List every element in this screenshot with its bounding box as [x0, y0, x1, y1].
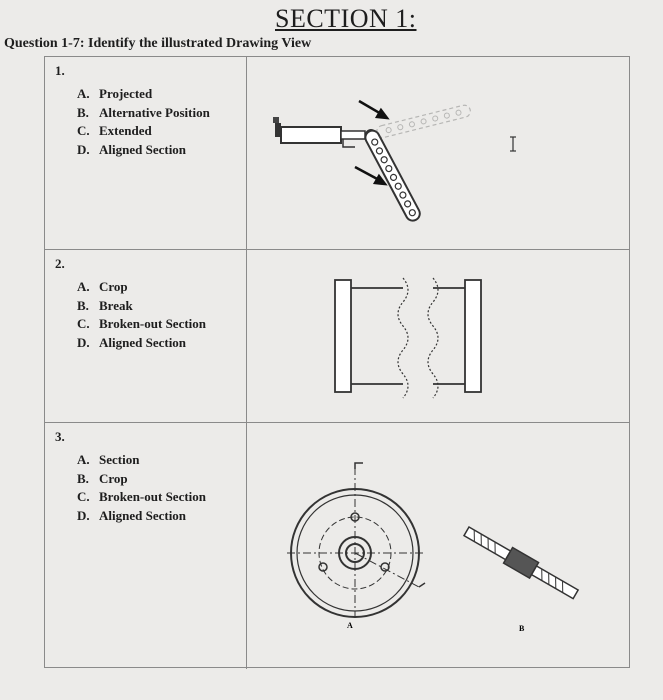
option-text: Crop: [99, 470, 128, 486]
option-d: [77, 141, 210, 160]
option-text: Extended: [99, 123, 152, 138]
option-a: [77, 85, 210, 104]
option-letter: C.: [77, 489, 90, 504]
option-text: Broken-out Section: [99, 489, 207, 504]
option-text: Aligned Section: [99, 141, 187, 157]
question-number: 3.: [55, 429, 65, 444]
options-list: [77, 278, 206, 352]
option-letter: B.: [77, 104, 89, 120]
section-title: SECTION 1:: [275, 4, 417, 33]
option-letter: D.: [77, 334, 90, 350]
question-row-3: [45, 423, 629, 669]
option-letter: C.: [77, 316, 90, 331]
option-letter: A.: [77, 86, 90, 101]
option-text: Break: [99, 297, 133, 313]
option-letter: D.: [77, 141, 90, 157]
option-letter: B.: [77, 297, 89, 313]
bracket: [343, 139, 355, 147]
option-text: Aligned Section: [99, 334, 187, 350]
question-row-2: [45, 250, 629, 423]
drawing-cell-3: [247, 423, 629, 669]
option-text: Section: [99, 452, 140, 467]
option-letter: A.: [77, 279, 90, 294]
question-heading: Question 1-7: Identify the illustrated Drawing View: [4, 36, 312, 51]
cylinder-body: [281, 127, 341, 143]
options-list: [77, 451, 206, 525]
option-b: [77, 470, 206, 489]
option-b: [77, 104, 210, 123]
option-letter: A.: [77, 452, 90, 467]
text-cursor-icon: [510, 137, 516, 151]
options-list: [77, 85, 210, 159]
front-view-a: [287, 463, 425, 617]
cylinder-rod: [341, 131, 365, 139]
section-view-drawing: [247, 423, 631, 669]
view-label-b: B: [519, 624, 525, 633]
option-d: [77, 334, 206, 353]
option-c: [77, 315, 206, 334]
options-cell-3: [45, 423, 247, 669]
option-a: [77, 278, 206, 297]
break-view-drawing: [247, 250, 631, 423]
option-c: [77, 122, 210, 141]
option-c: [77, 488, 206, 507]
phantom-link-arm: [376, 104, 472, 139]
left-end-block: [335, 280, 351, 392]
option-b: [77, 297, 206, 316]
drawing-cell-1: [247, 57, 629, 249]
options-cell-2: [45, 250, 247, 422]
option-d: [77, 507, 206, 526]
right-end-block: [465, 280, 481, 392]
option-letter: C.: [77, 123, 90, 138]
option-a: [77, 451, 206, 470]
option-text: Projected: [99, 86, 153, 101]
option-letter: D.: [77, 507, 90, 523]
drawing-cell-2: [247, 250, 629, 422]
break-line-right: [428, 278, 438, 398]
question-row-1: [45, 57, 629, 250]
option-text: Aligned Section: [99, 507, 187, 523]
view-label-a: A: [347, 621, 353, 630]
option-letter: B.: [77, 470, 89, 486]
question-number: 2.: [55, 256, 65, 271]
options-cell-1: [45, 57, 247, 249]
option-text: Alternative Position: [99, 104, 210, 120]
option-text: Broken-out Section: [99, 316, 207, 331]
question-number: 1.: [55, 63, 65, 78]
linkage-drawing: [247, 57, 631, 250]
question-table: [44, 56, 630, 668]
rod-end-pin: [273, 117, 279, 123]
break-line-left: [398, 278, 408, 398]
section-view-b: [462, 524, 580, 603]
option-text: Crop: [99, 279, 128, 294]
